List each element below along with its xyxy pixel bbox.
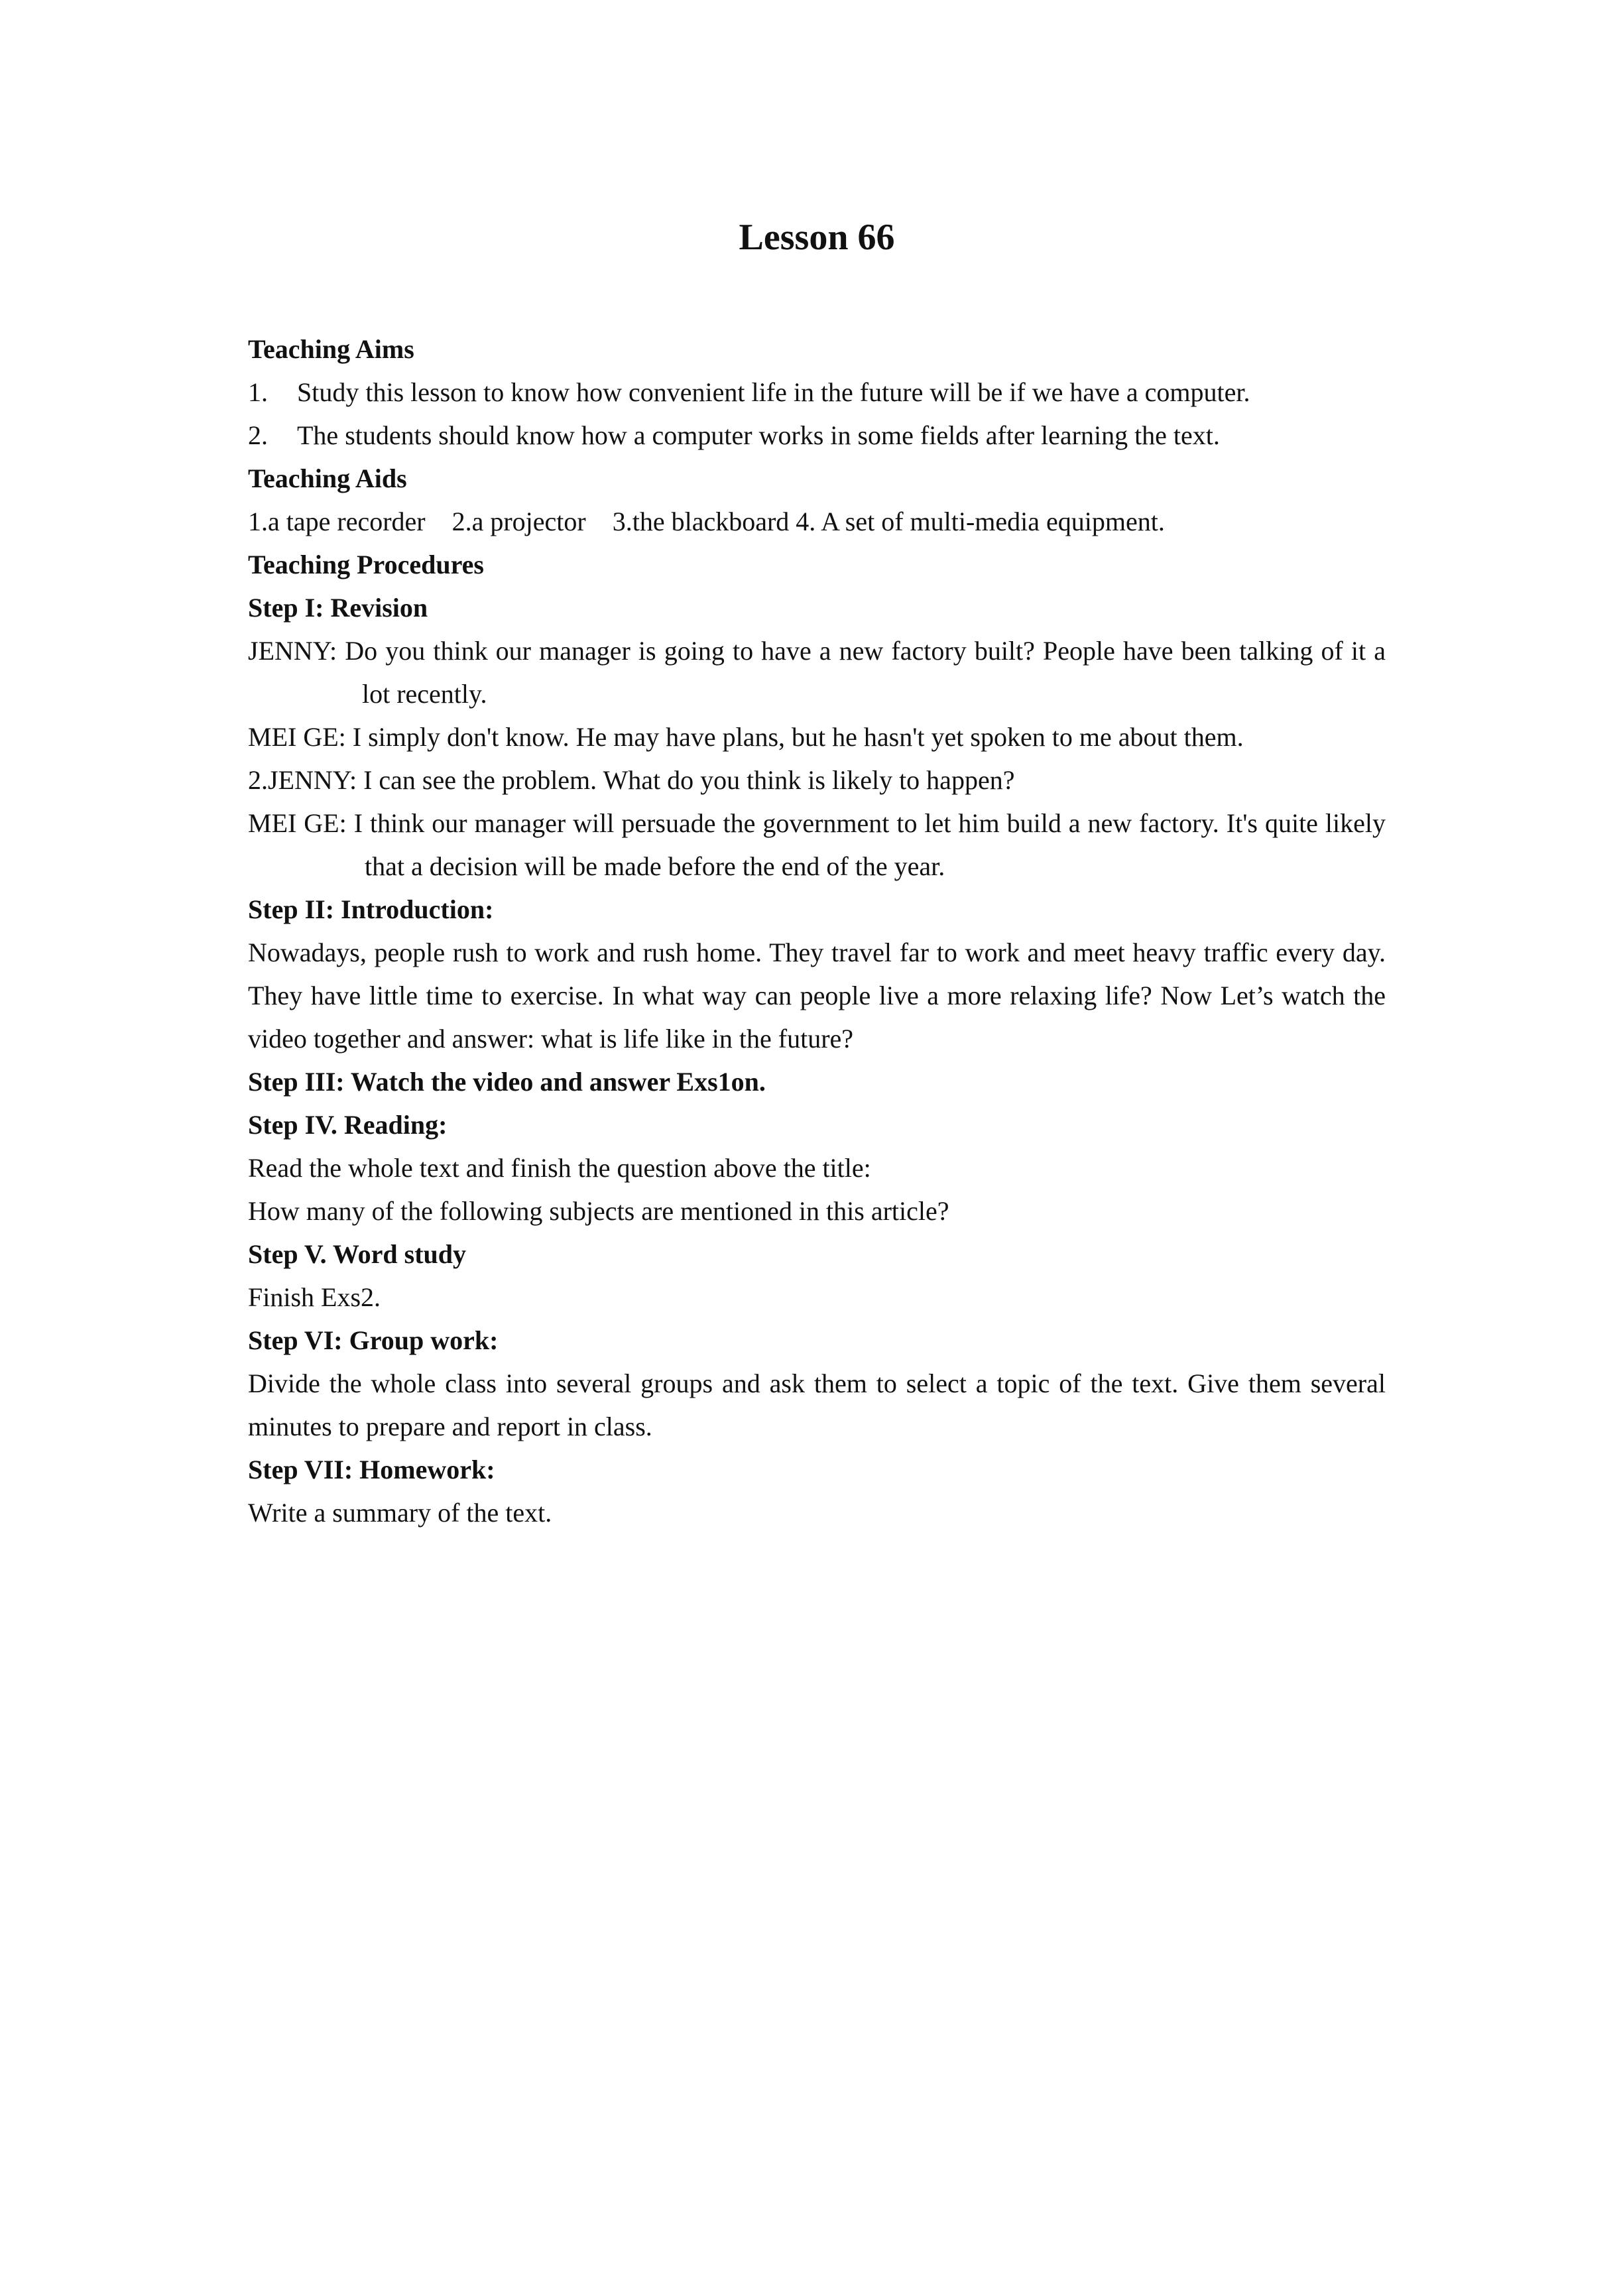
step-heading-homework: Step VII: Homework: [248,1455,495,1484]
step-heading-introduction: Step II: Introduction: [248,894,494,924]
list-item-text: The students should know how a computer works in some fields after learning the text. [297,420,1220,450]
dialogue-line-jenny-1: JENNY: Do you think our manager is going to have a new factory built? People have been talking of it a lot recently. [248,636,1386,709]
step-heading-watch-video: Step III: Watch the video and answer Exs1on. [248,1067,766,1097]
section-heading-teaching-aims: Teaching Aims [248,334,414,364]
step-heading-reading: Step IV. Reading: [248,1110,448,1140]
dialogue-line-mei-ge-1: MEI GE: I simply don't know. He may have plans, but he hasn't yet spoken to me about them. [248,722,1244,752]
section-heading-teaching-aids: Teaching Aids [248,463,407,493]
homework-text: Write a summary of the text. [248,1498,552,1528]
group-work-paragraph: Divide the whole class into several groups and ask them to select a topic of the text. Give them several minutes to prepare and report in class. [248,1368,1386,1441]
section-heading-teaching-procedures: Teaching Procedures [248,550,484,579]
dialogue-line-jenny-2: 2.JENNY: I can see the problem. What do you think is likely to happen? [248,765,1015,795]
step-heading-word-study: Step V. Word study [248,1239,467,1269]
list-item-text: Study this lesson to know how convenient life in the future will be if we have a computer. [297,377,1250,407]
teaching-aids-text: 1.a tape recorder 2.a projector 3.the blackboard 4. A set of multi-media equipment. [248,507,1165,536]
reading-question: How many of the following subjects are mentioned in this article? [248,1196,949,1226]
dialogue-line-mei-ge-2: MEI GE: I think our manager will persuade the government to let him build a new factory. It's quite likely that a decision will be made before the end of the year. [248,808,1386,881]
step-heading-revision: Step I: Revision [248,593,428,623]
page-title: Lesson 66 [739,217,895,258]
document-body [248,328,1386,1534]
list-item [248,371,1386,414]
introduction-paragraph: Nowadays, people rush to work and rush home. They travel far to work and meet heavy traffic every day. They have little time to exercise. In what way can people live a more relaxing life? Now Let’s watch the video together and answer: what is life like in the future? [248,937,1386,1054]
word-study-text: Finish Exs2. [248,1282,381,1312]
list-item-number: 2. [248,420,268,450]
list-item [248,414,1386,457]
reading-instruction: Read the whole text and finish the question above the title: [248,1153,871,1183]
list-item-number: 1. [248,377,268,407]
step-heading-group-work: Step VI: Group work: [248,1325,499,1355]
